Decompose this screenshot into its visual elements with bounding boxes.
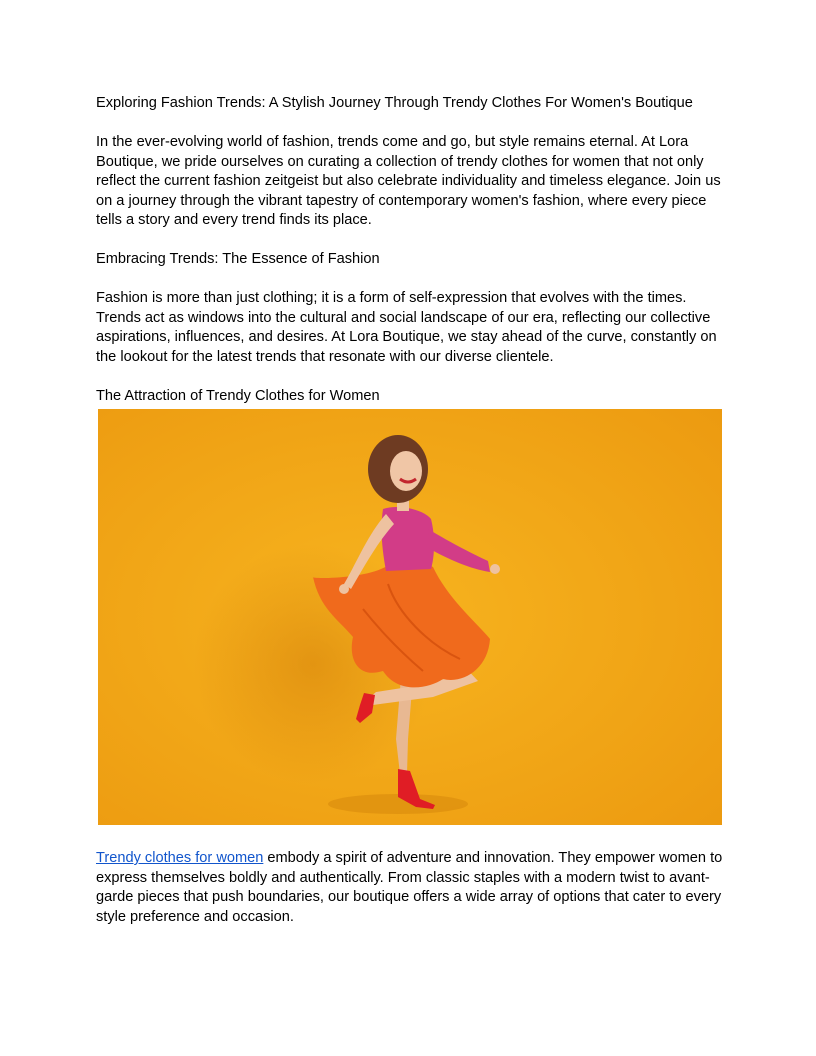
attraction-paragraph: [96, 849, 724, 927]
trendy-clothes-link[interactable]: Trendy clothes for women: [96, 850, 264, 866]
intro-paragraph: In the ever-evolving world of fashion, trends come and go, but style remains eternal. At Lora Boutique, we pride ourselves on curating a collection of trendy clothes for women that not only reflect the current fashion zeitgeist but also celebrate individuality and timeless elegance. Join us on a journey through the vibrant tapestry of contemporary women's fashion, where every piece tells a story and every trend finds its place.: [96, 134, 721, 228]
section-heading-essence: Embracing Trends: The Essence of Fashion: [96, 251, 380, 267]
essence-paragraph: Fashion is more than just clothing; it is a form of self-expression that evolves with the times. Trends act as windows into the cultural and social landscape of our era, reflecting our collective aspirations, influences, and desires. At Lora Boutique, we stay ahead of the curve, constantly on the lookout for the latest trends that resonate with our diverse clientele.: [96, 290, 717, 365]
document-page: [96, 94, 724, 947]
document-title: Exploring Fashion Trends: A Stylish Journey Through Trendy Clothes For Women's Boutique: [96, 95, 693, 111]
hero-image: [98, 409, 722, 825]
attraction-paragraph-text: embody a spirit of adventure and innovation. They empower women to express themselves boldly and authentically. From classic staples with a modern twist to avant-garde pieces that push boundaries, our boutique offers a wide array of options that cater to every style preference and occasion.: [96, 850, 723, 925]
section-heading-attraction: The Attraction of Trendy Clothes for Women: [96, 387, 380, 404]
